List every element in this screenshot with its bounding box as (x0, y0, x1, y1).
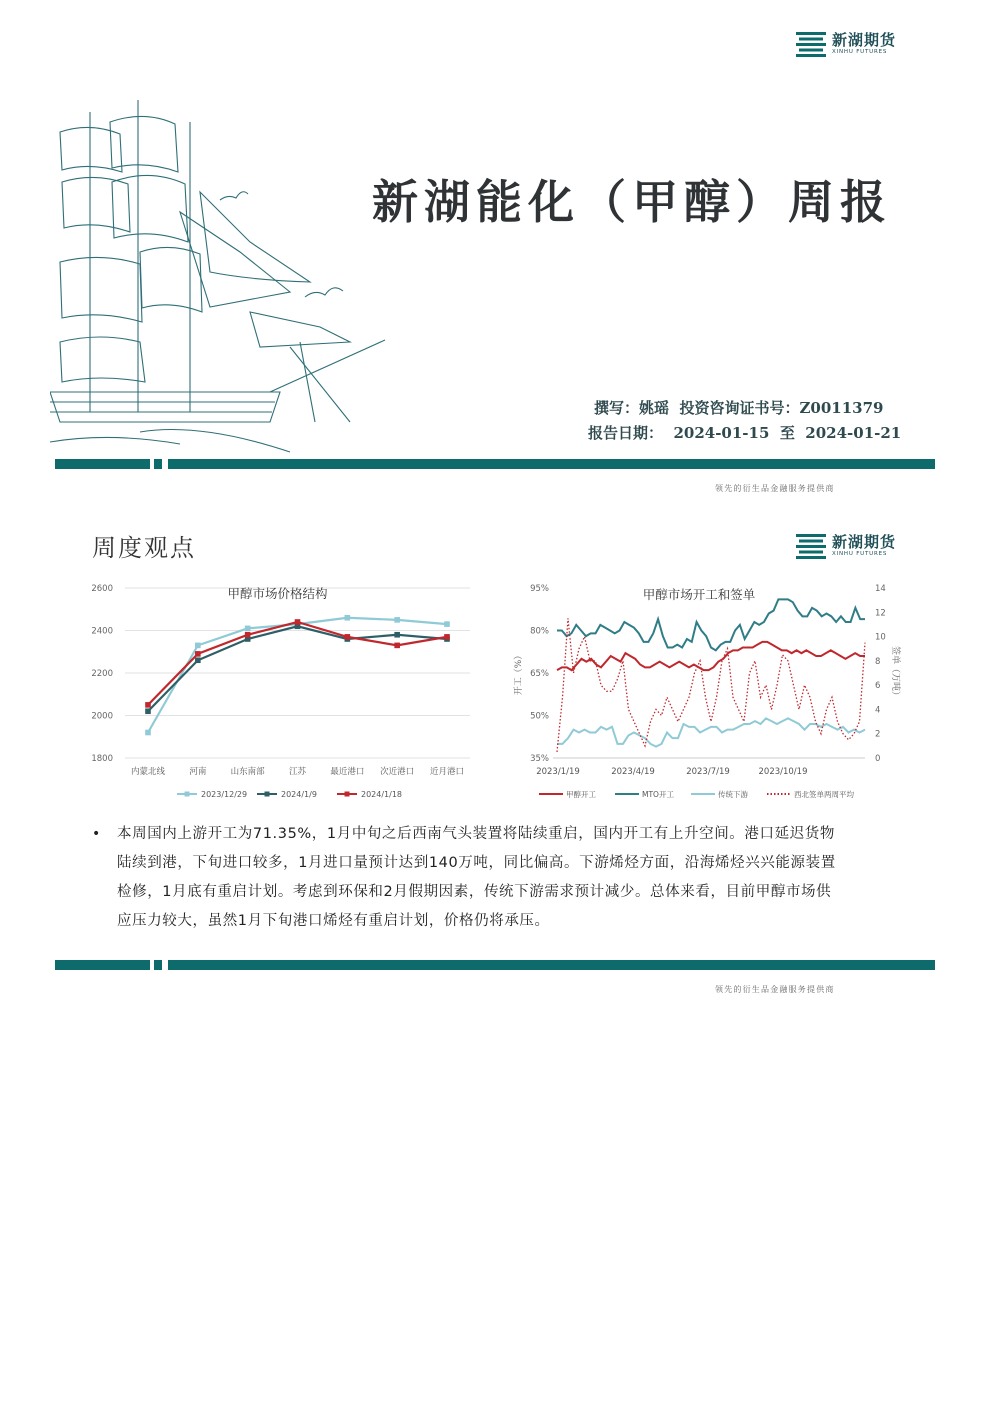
y2-tick-label: 8 (875, 656, 881, 667)
data-point (295, 619, 301, 625)
price-structure-chart (85, 578, 485, 803)
data-point (345, 634, 351, 640)
data-point (195, 657, 201, 663)
y2-tick-label: 4 (875, 705, 881, 716)
y2-tick-label: 2 (875, 729, 881, 740)
data-point (345, 615, 351, 621)
x-tick-label: 2023/10/19 (758, 767, 808, 777)
x-tick-label: 近月港口 (429, 767, 465, 777)
data-point (394, 617, 400, 623)
section-title: 周度观点 (92, 534, 196, 562)
header-logo (796, 31, 896, 57)
legend-label: 传统下游 (718, 790, 748, 799)
data-point (394, 632, 400, 638)
series-line (148, 626, 447, 711)
paragraph-line: 检修，1月底有重启计划。考虑到环保和2月假期因素，传统下游需求预计减少。总体来看，目前甲醇市场供 (117, 884, 832, 900)
slogan-bottom: 领先的衍生品金融服务提供商 (715, 985, 835, 994)
x-tick-label: 山东南部 (230, 767, 265, 777)
section-logo (796, 533, 896, 559)
x-tick-label: 2023/4/19 (611, 767, 655, 777)
divider-band-bottom (55, 960, 935, 970)
data-point (195, 643, 201, 649)
x-tick-label: 2023/1/19 (536, 767, 580, 777)
legend-marker (185, 792, 190, 797)
report-date-line: 报告日期： 2024-01-15 至 2024-01-21 (588, 424, 902, 442)
y-tick-label: 2000 (91, 711, 113, 722)
series-line (557, 718, 865, 746)
y-tick-label: 80% (530, 626, 549, 637)
logo-text-en: XINHU FUTURES (832, 48, 888, 55)
legend-marker (265, 792, 270, 797)
legend-marker (345, 792, 350, 797)
divider-band-top (55, 459, 935, 469)
y2-tick-label: 10 (875, 632, 886, 643)
legend-label: 西北签单两周平均 (794, 790, 854, 799)
y-tick-label: 95% (530, 584, 549, 594)
logo-text-cn: 新湖期货 (832, 30, 897, 49)
x-tick-label: 次近港口 (380, 767, 415, 777)
chart-title: 甲醇市场价格结构 (227, 586, 328, 601)
data-point (394, 643, 400, 649)
data-point (444, 621, 450, 627)
weekly-view-paragraph (117, 820, 917, 936)
y-tick-label: 2600 (91, 584, 113, 594)
y2-axis-label: 签单（万吨） (890, 645, 900, 701)
report-title: 新湖能化（甲醇）周报 (372, 175, 892, 229)
data-point (444, 634, 450, 640)
series-line (557, 618, 865, 752)
y2-tick-label: 6 (875, 681, 881, 692)
x-tick-label: 河南 (189, 767, 207, 777)
data-point (245, 626, 251, 632)
series-line (557, 599, 865, 650)
data-point (145, 708, 151, 714)
x-tick-label: 2023/7/19 (686, 767, 730, 777)
sailing-ship-illustration (50, 92, 400, 462)
legend-label: 2023/12/29 (201, 790, 248, 799)
y2-tick-label: 14 (875, 584, 886, 594)
y-tick-label: 35% (530, 754, 549, 764)
paragraph-line: 应压力较大，虽然1月下旬港口烯烃有重启计划，价格仍将承压。 (117, 913, 550, 929)
data-point (145, 730, 151, 736)
x-tick-label: 最近港口 (330, 767, 365, 777)
logo-mark-icon (796, 31, 826, 57)
operating-rate-chart (505, 578, 905, 803)
y2-tick-label: 0 (875, 754, 881, 764)
legend-label: 2024/1/9 (281, 790, 317, 799)
y-tick-label: 2200 (91, 669, 113, 679)
x-tick-label: 内蒙北线 (130, 767, 166, 777)
y2-tick-label: 12 (875, 608, 886, 619)
legend-label: 甲醇开工 (566, 790, 596, 799)
y-axis-label: 开工（%） (514, 650, 524, 696)
legend-label: 2024/1/18 (361, 790, 403, 799)
chart-title: 甲醇市场开工和签单 (642, 587, 756, 602)
data-point (195, 651, 201, 657)
paragraph-line: 陆续到港，下旬进口较多，1月进口量预计达到140万吨，同比偏高。下游烯烃方面，沿海烯烃兴兴能源装置 (117, 855, 836, 871)
y-tick-label: 50% (530, 711, 549, 722)
y-tick-label: 1800 (91, 754, 113, 764)
slogan-top: 领先的衍生品金融服务提供商 (715, 484, 835, 493)
data-point (145, 702, 151, 708)
legend-label: MTO开工 (642, 790, 674, 799)
y-tick-label: 2400 (91, 626, 113, 637)
y-tick-label: 65% (530, 669, 549, 679)
logo-text-cn: 新湖期货 (832, 532, 897, 551)
paragraph-line: 本周国内上游开工为71.35%，1月中旬之后西南气头装置将陆续重启，国内开工有上升空间。港口延迟货物 (117, 826, 836, 842)
logo-mark-icon (796, 533, 826, 559)
report-author-line: 撰写：姚瑶 投资咨询证书号：Z0011379 (594, 399, 884, 417)
data-point (245, 632, 251, 638)
paragraph-bullet: • (92, 826, 101, 842)
logo-text-en: XINHU FUTURES (832, 550, 888, 557)
x-tick-label: 江苏 (288, 767, 307, 777)
